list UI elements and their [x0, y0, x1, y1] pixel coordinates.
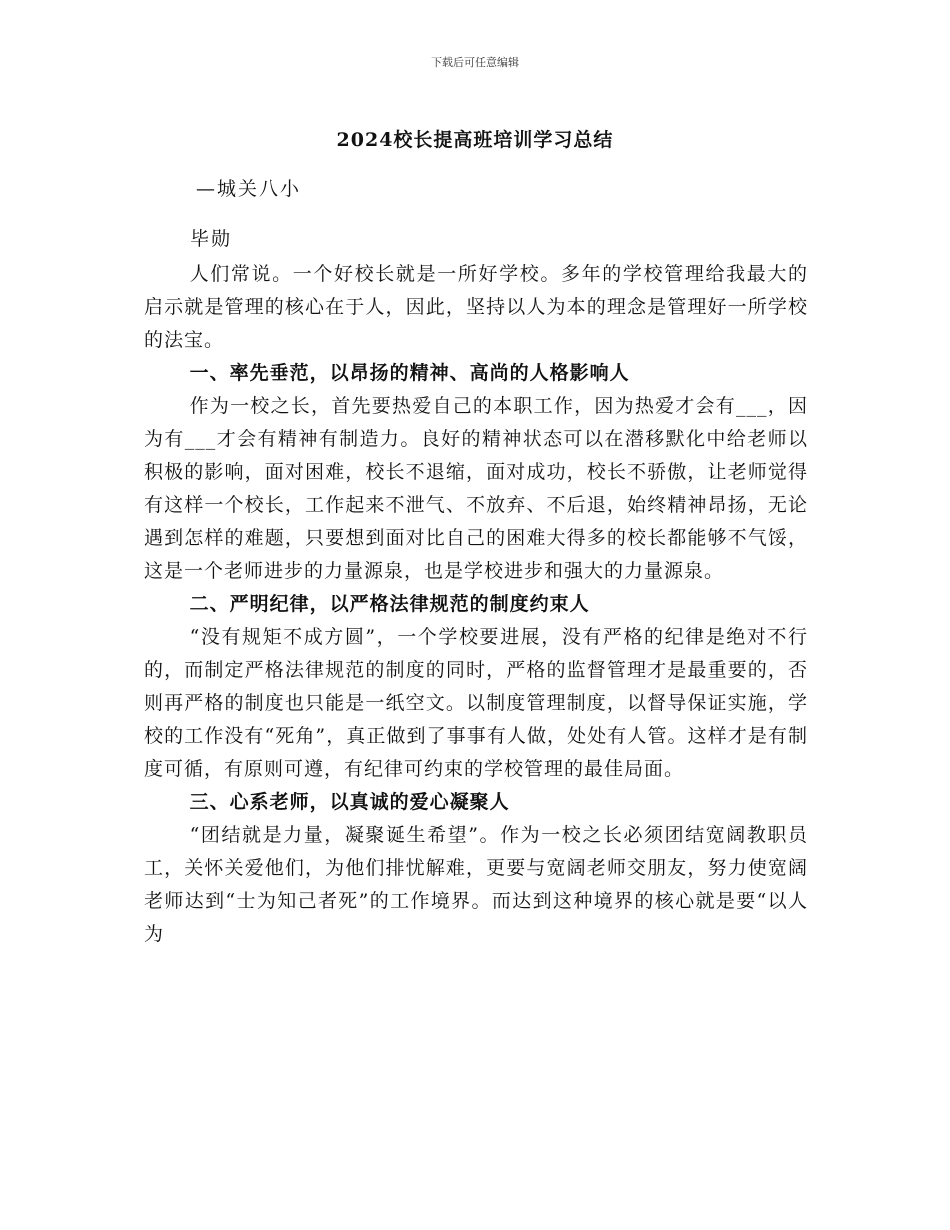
document-body	[144, 258, 808, 951]
document-subtitle: —城关八小	[196, 178, 302, 200]
author-name: 毕勋	[190, 228, 233, 250]
paragraph-section-3: “团结就是力量，凝聚诞生希望”。作为一校之长必须团结宽阔教职员工，关怀关爱他们，为他们排忧解难，更要与宽阔老师交朋友，努力使宽阔老师达到“士为知己者死”的工作境界。而达到这种境界的核心就是要“以人为	[144, 824, 808, 945]
section-heading-1: 一、率先垂范，以昂扬的精神、高尚的人格影响人	[189, 362, 630, 384]
paragraph-section-1: 作为一校之长，首先要热爱自己的本职工作，因为热爱才会有___，因为有___才会有精神有制造力。良好的精神状态可以在潜移默化中给老师以积极的影响，面对困难，校长不退缩，面对成功，校长不骄傲，让老师觉得有这样一个校长，工作起来不泄气、不放弃、不后退，始终精神昂扬，无论遇到怎样的难题，只要想到面对比自己的困难大得多的校长都能够不气馁，这是一个老师进步的力量源泉，也是学校进步和强大的力量源泉。	[144, 395, 808, 582]
document-title: 2024校长提高班培训学习总结	[336, 129, 614, 151]
header-note: 下载后可任意编辑	[431, 56, 519, 69]
section-heading-2: 二、严明纪律，以严格法律规范的制度约束人	[189, 593, 590, 615]
section-heading-3: 三、心系老师，以真诚的爱心凝聚人	[189, 791, 510, 813]
paragraph-section-2: “没有规矩不成方圆”，一个学校要进展，没有严格的纪律是绝对不行的，而制定严格法律规范的制度的同时，严格的监督管理才是最重要的，否则再严格的制度也只能是一纸空文。以制度管理制度，以督导保证实施，学校的工作没有“死角”，真正做到了事事有人做，处处有人管。这样才是有制度可循，有原则可遵，有纪律可约束的学校管理的最佳局面。	[144, 626, 808, 780]
paragraph-intro: 人们常说。一个好校长就是一所好学校。多年的学校管理给我最大的启示就是管理的核心在于人，因此，坚持以人为本的理念是管理好一所学校的法宝。	[144, 263, 808, 351]
